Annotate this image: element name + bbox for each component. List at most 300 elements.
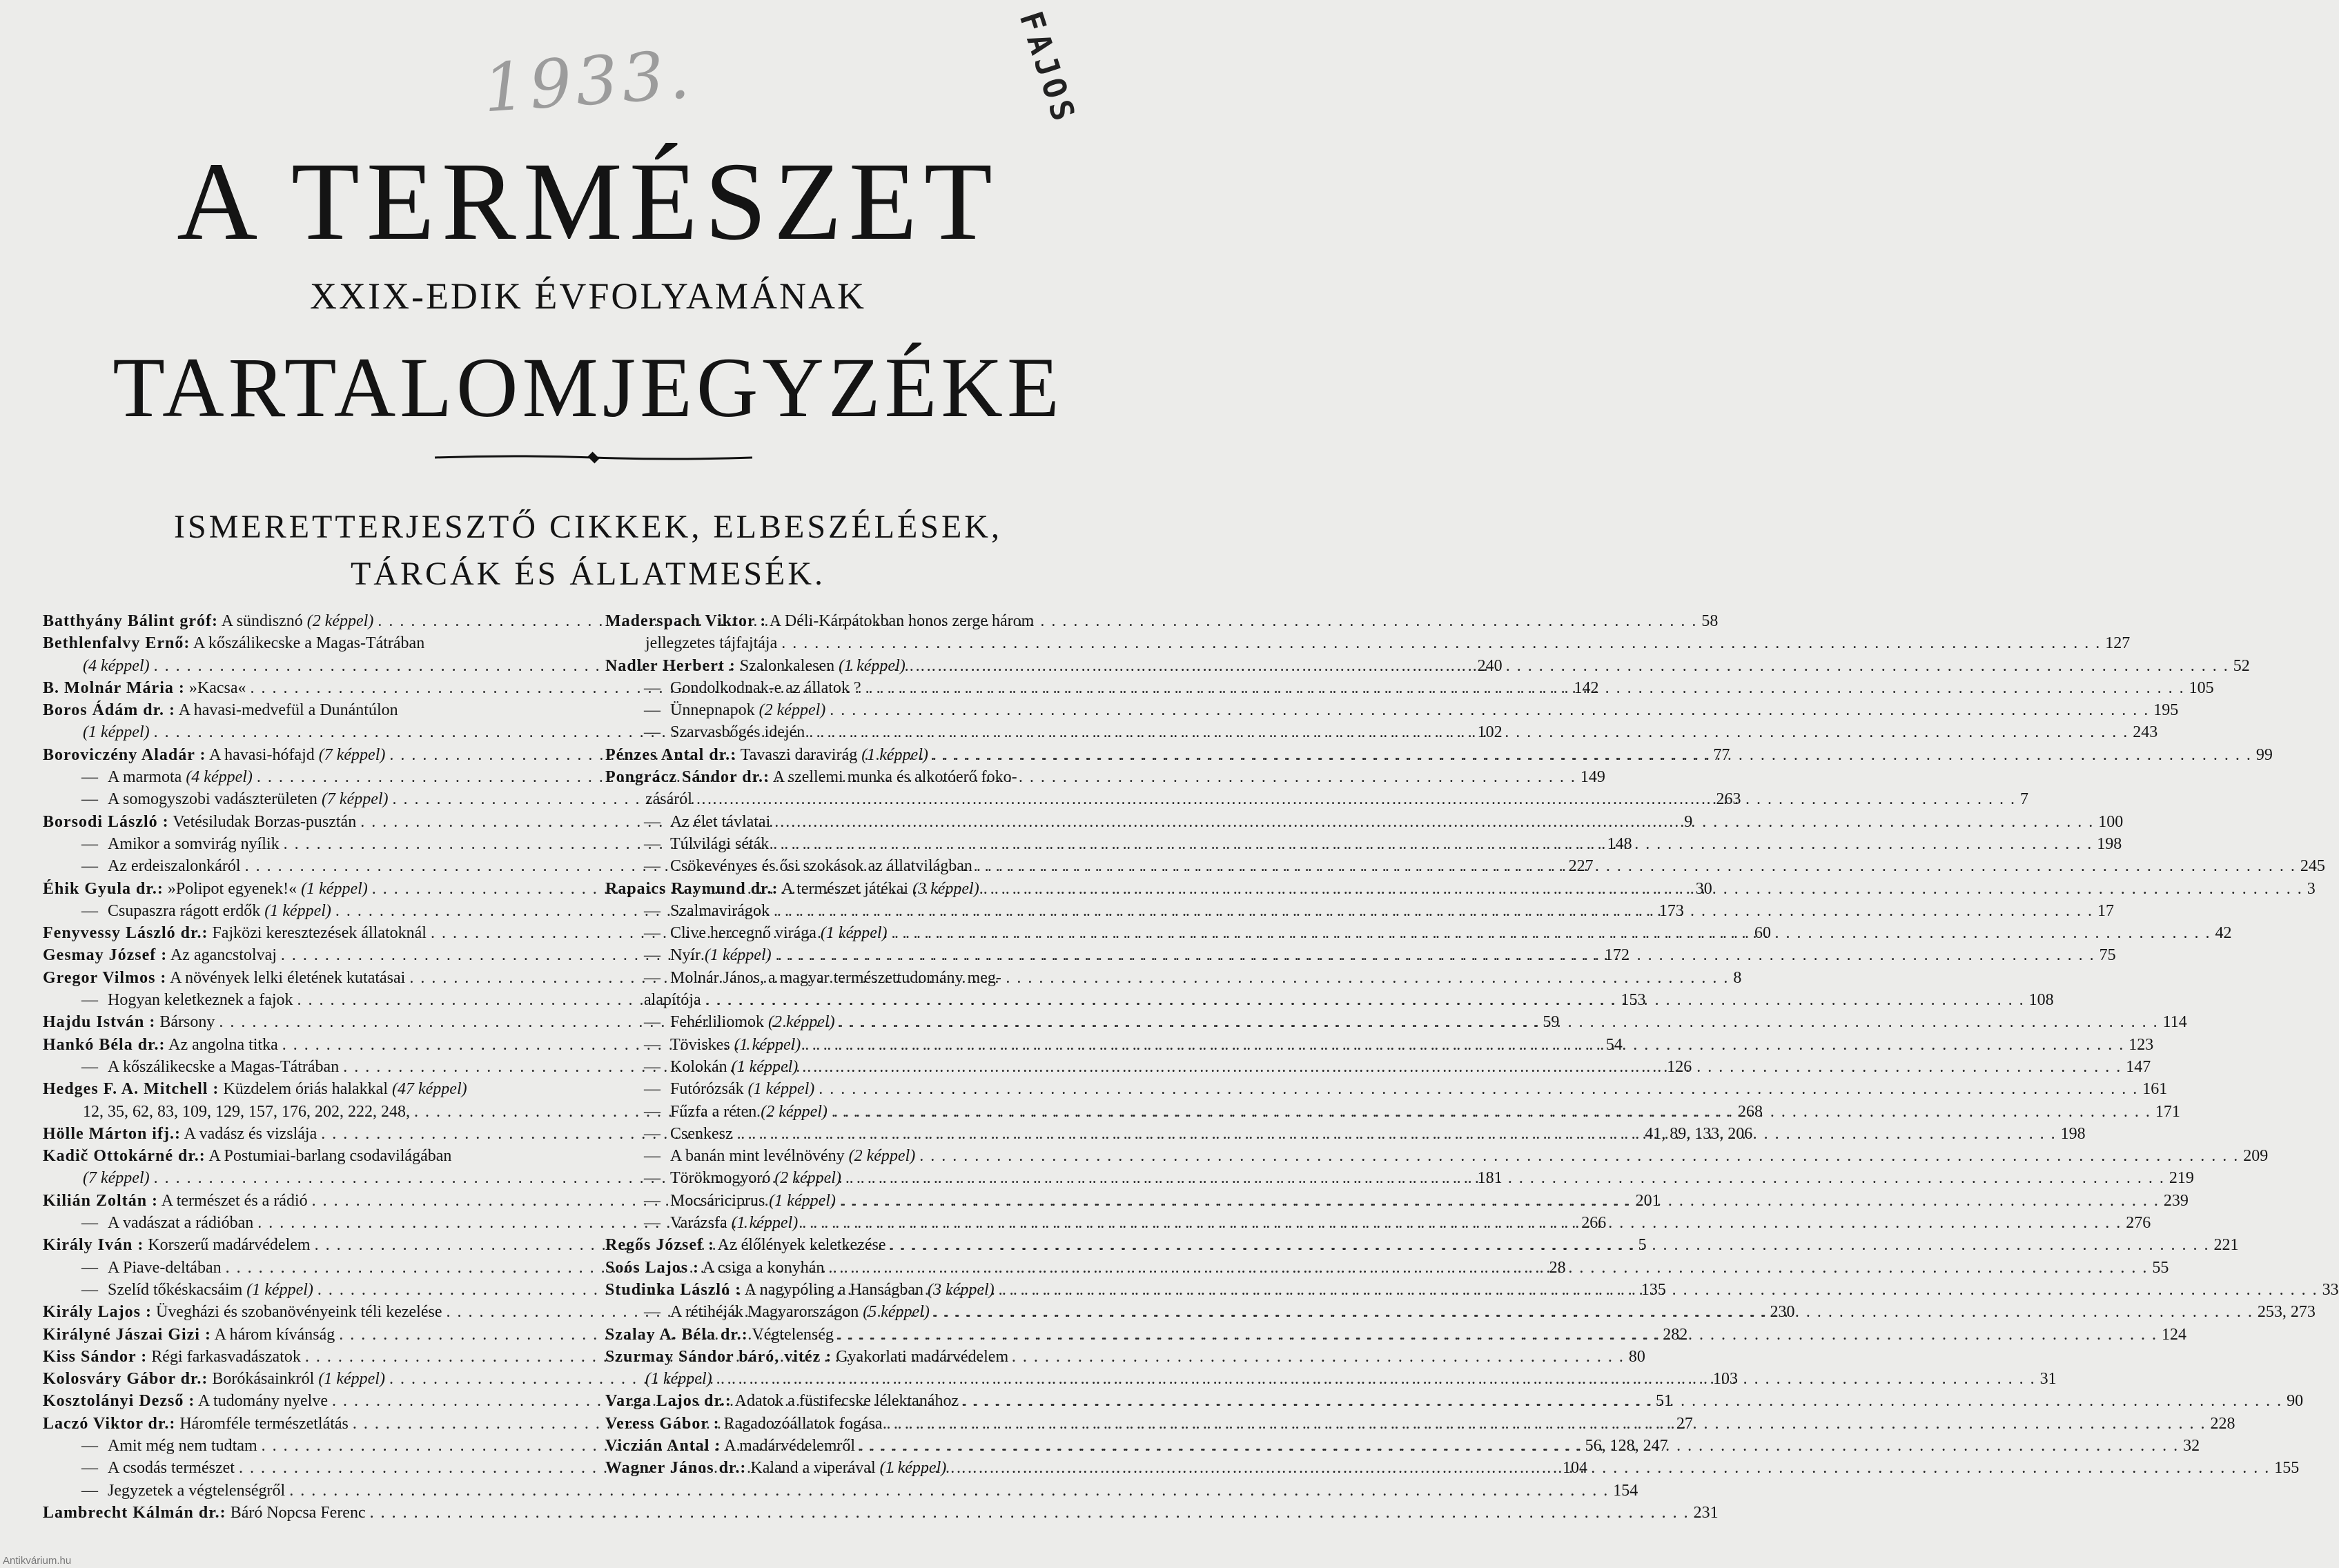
page-number: 230	[1770, 1303, 1795, 1322]
page-number: 181	[1477, 1169, 1503, 1188]
dash-mark: —	[644, 1102, 660, 1121]
dash-mark: —	[644, 834, 660, 853]
page-number: 114	[2162, 1013, 2187, 1032]
page-list: zásáról	[645, 790, 692, 809]
author-name: Kosztolányi Dezső :	[43, 1392, 195, 1411]
dash-mark: —	[644, 1124, 660, 1143]
entry-line	[43, 1480, 1638, 1502]
article-title: Ragadozóállatok fogása	[723, 1414, 883, 1433]
dot-leader	[932, 744, 2252, 766]
article-title: Szalonkalesen	[739, 656, 835, 675]
entry-line	[605, 1234, 2239, 1256]
article-title: Korszerű madárvédelem	[148, 1236, 311, 1255]
entry-line	[605, 967, 1151, 989]
article-title: Töviskes	[670, 1035, 730, 1054]
article-title: Végtelenség	[752, 1325, 834, 1344]
article-title: Szalmavirágok	[670, 901, 770, 920]
dash-mark: —	[81, 768, 98, 787]
illustration-note: (47 képpel)	[392, 1080, 467, 1099]
article-title: A természet és a rádió	[161, 1191, 308, 1210]
page-number: 198	[2097, 834, 2122, 853]
dot-leader	[839, 1011, 2159, 1033]
author-name: Borsodi László :	[43, 812, 169, 831]
entry-text	[81, 855, 241, 877]
dot-leader	[840, 1190, 2160, 1212]
entry-text	[43, 744, 385, 766]
index-entry	[605, 1234, 2239, 1256]
article-title: Adatok a füstifecske lélektanához	[734, 1392, 959, 1411]
index-entry	[605, 1145, 2269, 1167]
illustration-note: (7 képpel)	[83, 1169, 150, 1188]
author-name: Szurmay Sándor báró, vitéz :	[605, 1347, 832, 1366]
handwritten-year: 1933.	[480, 35, 696, 128]
entry-text	[43, 1011, 215, 1033]
illustration-note: (1 képpel)	[747, 1080, 815, 1099]
dash-mark: —	[644, 1303, 660, 1322]
dash-mark: —	[81, 857, 98, 876]
page-number: 28	[1549, 1258, 1566, 1277]
page-list: 12, 35, 62, 83, 109, 129, 157, 176, 202, 222, 248,	[83, 1102, 410, 1121]
page-number: 90	[2287, 1392, 2304, 1411]
entry-text	[81, 1212, 253, 1234]
author-name: Szalay A. Béla dr.:	[605, 1325, 748, 1344]
article-title: A természet játékai	[781, 879, 909, 898]
author-name: Wagner János dr.:	[605, 1459, 747, 1478]
author-name: Hajdu István :	[43, 1013, 156, 1032]
article-title: »Polipot egyenek!«	[167, 879, 297, 898]
illustration-note: (1 képpel)	[820, 924, 888, 943]
dot-leader	[963, 1390, 2282, 1412]
dash-mark: —	[81, 1258, 98, 1277]
article-title: Fajközi keresztezések állatoknál	[212, 924, 427, 943]
page-number: 75	[2099, 946, 2116, 965]
author-name: Boroviczény Aladár :	[43, 745, 206, 764]
page-number: 54	[1605, 1035, 1623, 1054]
dash-mark: —	[644, 723, 660, 742]
illustration-note: (1 képpel)	[731, 1057, 799, 1076]
dash-mark: —	[81, 1481, 98, 1500]
entry-text	[644, 922, 888, 944]
illustration-note: (1 képpel)	[839, 656, 906, 675]
author-name: Batthyány Bálint gróf:	[43, 612, 219, 630]
entry-text	[605, 1435, 855, 1457]
page-number: 42	[2215, 924, 2232, 943]
page-number: 227	[1568, 857, 1594, 876]
article-title: Clive hercegnő virága	[670, 924, 816, 943]
article-title: A havasi-hófajd	[209, 745, 315, 764]
page-number: 17	[2097, 901, 2114, 920]
entry-text	[644, 1034, 801, 1056]
entry-text	[644, 833, 769, 855]
page-number: 58	[1701, 612, 1719, 630]
dash-mark: —	[644, 1191, 660, 1210]
entry-text	[605, 1279, 995, 1301]
illustration-note: (2 képpel)	[848, 1147, 916, 1166]
article-title: Tavaszi daravirág	[740, 745, 858, 764]
author-name: Király Lajos :	[43, 1303, 152, 1322]
article-title: Kaland a viperával	[750, 1459, 876, 1478]
author-name: Varga Lajos dr.:	[605, 1392, 732, 1411]
page-number: 77	[1713, 745, 1730, 764]
index-entry	[605, 1078, 2168, 1100]
entry-text	[81, 1257, 222, 1279]
article-title: Amit még nem tudtam	[108, 1436, 257, 1455]
entry-text	[644, 855, 972, 877]
page-number: 154	[1613, 1481, 1638, 1500]
dot-leader	[773, 833, 2093, 855]
entry-text	[644, 1078, 814, 1100]
dash-mark: —	[81, 790, 98, 809]
entry-text	[81, 766, 253, 788]
author-name: Hankó Béla dr.:	[43, 1035, 166, 1054]
author-name: Gesmay József :	[43, 946, 168, 965]
entry-text	[81, 788, 389, 810]
page-number: 51	[1655, 1392, 1672, 1411]
section-heading	[0, 504, 1176, 598]
entry-text	[43, 1368, 385, 1390]
page-list: jellegzetes tájfajtája	[645, 634, 778, 653]
dot-leader	[832, 1101, 2151, 1123]
page-number: 99	[2255, 745, 2273, 764]
entry-text	[43, 1234, 311, 1256]
dash-mark: —	[81, 901, 98, 920]
illustration-note: (1 képpel)	[734, 1035, 801, 1054]
dot-leader	[934, 1301, 2253, 1323]
page-number: 105	[2189, 678, 2214, 697]
article-title: A növények lelki életének kutatásai	[170, 968, 406, 987]
entry-line-continued	[605, 632, 2131, 654]
entry-text	[43, 1301, 442, 1323]
dot-leader	[983, 878, 2303, 900]
dash-mark: —	[644, 924, 660, 943]
article-title: A csiga a konyhán	[702, 1258, 825, 1277]
author-name: Éhik Gyula dr.:	[43, 879, 164, 898]
author-name: Nadler Herbert :	[605, 656, 736, 675]
ornament-divider	[435, 453, 752, 462]
author-name: Fenyvessy László dr.:	[43, 924, 208, 943]
dash-mark: —	[644, 1169, 660, 1188]
entry-text	[644, 1167, 841, 1189]
page-number: 103	[1712, 1370, 1738, 1389]
article-title: Túlvilági séták	[670, 834, 770, 853]
entry-text	[81, 1480, 285, 1502]
page-number: 161	[2142, 1080, 2168, 1099]
article-title: Küzdelem óriás halakkal	[223, 1080, 388, 1099]
entry-line	[605, 699, 2179, 721]
dash-mark: —	[644, 1214, 660, 1233]
entry-text	[81, 1279, 313, 1301]
illustration-note: (7 képpel)	[318, 745, 386, 764]
page-number: 149	[1580, 768, 1605, 787]
dash-mark: —	[644, 1057, 660, 1076]
dot-leader	[865, 677, 2185, 699]
article-title: A vadász és vizslája	[184, 1124, 317, 1143]
article-title: »Kacsa«	[188, 678, 246, 697]
entry-text	[81, 833, 280, 855]
dash-mark: —	[81, 1280, 98, 1299]
article-title: Fehérliliomok	[670, 1013, 764, 1032]
article-title: Jegyzetek a végtelenségről	[108, 1481, 286, 1500]
article-title: A Postumiai-barlang csodavilágában	[208, 1147, 452, 1166]
dot-leader	[781, 632, 2101, 654]
article-title: Gondolkodnak-e az állatok ?	[670, 678, 861, 697]
illustration-note: (5 képpel)	[863, 1303, 930, 1322]
page-number: 41, 89, 133, 206	[1645, 1124, 1753, 1143]
dash-mark: —	[644, 901, 660, 920]
dot-leader	[919, 1145, 2239, 1167]
dot-leader	[809, 721, 2128, 743]
article-title: Üvegházi és szobanövényeink téli kezelése	[156, 1303, 442, 1322]
dot-leader	[999, 1279, 2318, 1301]
entry-line	[605, 1145, 2269, 1167]
illustration-note: (3 képpel)	[928, 1280, 995, 1299]
entry-text	[43, 878, 368, 900]
page-number: 100	[2098, 812, 2124, 831]
entry-text	[644, 1190, 836, 1212]
entry-text	[43, 1190, 308, 1212]
article-title: A kőszálikecske a Magas-Tátrában	[193, 634, 425, 653]
page-number: 108	[2028, 991, 2054, 1010]
dash-mark: —	[81, 991, 98, 1010]
illustration-note: (2 képpel)	[761, 1102, 828, 1121]
article-title: Fűzfa a réten	[670, 1102, 757, 1121]
article-title: A szellemi munka és alkotóerő foko-	[772, 768, 1017, 787]
entry-text	[644, 944, 772, 966]
article-title: A vadászat a rádióban	[108, 1214, 254, 1233]
page-number: 221	[2213, 1236, 2239, 1255]
author-name: Királyné Jászai Gizi :	[43, 1325, 211, 1344]
entry-text	[644, 811, 770, 833]
article-title: A csodás természet	[108, 1459, 235, 1478]
illustration-note: (4 képpel)	[83, 656, 150, 675]
illustration-note: (1 képpel)	[246, 1280, 313, 1299]
dot-leader	[774, 900, 2093, 922]
article-title: Szarvasbőgés idején	[670, 723, 805, 742]
dash-mark: —	[644, 1035, 660, 1054]
page-number: 5	[1638, 1236, 1647, 1255]
entry-text	[605, 1390, 959, 1412]
article-title: Törökmogyoró	[670, 1169, 771, 1188]
entry-text	[644, 967, 1001, 989]
entry-text	[644, 1212, 798, 1234]
article-title: Szelíd tőkéskacsáim	[108, 1280, 243, 1299]
article-title: Az élőlények keletkezése	[717, 1236, 886, 1255]
entry-text	[644, 1301, 930, 1323]
page-number: 228	[2210, 1414, 2235, 1433]
page-number: 30	[1695, 879, 1712, 898]
entry-text	[644, 1056, 798, 1078]
page-number: 253, 273	[2257, 1303, 2316, 1322]
entry-line	[43, 1078, 581, 1100]
dash-mark: —	[644, 1080, 660, 1099]
article-title: Borókásainkról	[212, 1370, 315, 1389]
entry-line	[43, 699, 581, 721]
article-title: A somogyszobi vadászterületen	[108, 790, 317, 809]
volume-subtitle: XXIX-EDIK ÉVFOLYAMÁNAK	[309, 275, 867, 317]
entry-line	[605, 610, 1151, 632]
illustration-note: (1 képpel)	[264, 901, 331, 920]
illustration-note: (1 képpel)	[705, 946, 772, 965]
illustration-note: (1 képpel)	[879, 1459, 947, 1478]
article-title: A Piave-deltában	[108, 1258, 222, 1277]
article-title: Futórózsák	[670, 1080, 744, 1099]
page-number: 56, 128, 247	[1585, 1436, 1668, 1455]
dash-mark: —	[644, 946, 660, 965]
entry-text	[644, 1145, 915, 1167]
dot-leader	[737, 1123, 2057, 1145]
article-title: A tudomány nyelve	[198, 1392, 328, 1411]
dot-leader	[890, 1234, 2210, 1256]
page-list: alapítója	[644, 991, 701, 1010]
author-name: Lambrecht Kálmán dr.:	[43, 1503, 226, 1522]
page-number: 59	[1543, 1013, 1560, 1032]
entry-text	[605, 1257, 824, 1279]
entry-text	[43, 699, 398, 721]
article-title: Az erdeiszalonkáról	[108, 857, 241, 876]
page-number: 124	[2162, 1325, 2186, 1344]
dash-mark: —	[81, 1459, 98, 1478]
article-title: A marmota	[108, 768, 182, 787]
article-title: Mocsáriciprus	[670, 1191, 765, 1210]
entry-text	[83, 1167, 150, 1189]
page-number: 52	[2233, 656, 2250, 675]
page-number: 243	[2133, 723, 2158, 742]
entry-text	[43, 677, 246, 699]
entry-text	[43, 922, 427, 944]
page-number: 104	[1562, 1459, 1587, 1478]
page-number: 239	[2163, 1191, 2189, 1210]
entry-text	[644, 900, 770, 922]
entry-text	[644, 989, 701, 1011]
entry-line	[605, 811, 2124, 833]
article-title: A rétihéják Magyarországon	[670, 1303, 859, 1322]
page-number: 3	[2307, 879, 2316, 898]
dot-leader	[828, 1257, 2148, 1279]
stamp: FAJOS	[1012, 7, 1084, 129]
author-name: Laczó Viktor dr.:	[43, 1414, 176, 1433]
article-title: A madárvédelemről	[724, 1436, 856, 1455]
author-name: Gregor Vilmos :	[43, 968, 167, 987]
page-number: 8	[1733, 968, 1742, 987]
page-number: 102	[1477, 723, 1503, 742]
page-number: 276	[2126, 1214, 2151, 1233]
entry-text	[43, 632, 424, 654]
article-title: Ünnepnapok	[670, 701, 755, 720]
article-title: A banán mint levélnövény	[670, 1147, 845, 1166]
author-name: Soós Lajos :	[605, 1258, 700, 1277]
entry-text	[43, 1324, 335, 1346]
entry-text	[81, 989, 293, 1011]
dot-leader	[705, 989, 2025, 1011]
article-title: Báró Nopcsa Ferenc	[230, 1503, 366, 1522]
entry-text	[83, 721, 150, 743]
entry-text	[43, 967, 405, 989]
page-number: 31	[2039, 1370, 2057, 1389]
page-number: 33	[2322, 1280, 2339, 1299]
page-number: 245	[2300, 857, 2325, 876]
entry-text	[83, 655, 150, 677]
entry-text	[43, 610, 373, 632]
illustration-note: (2 képpel)	[759, 701, 826, 720]
author-name: Studinka László :	[605, 1280, 742, 1299]
dot-leader	[892, 922, 2211, 944]
entry-text	[43, 1123, 317, 1145]
illustration-note: (1 képpel)	[861, 745, 928, 764]
entry-text	[43, 1078, 467, 1100]
entry-text	[605, 655, 906, 677]
entry-text	[605, 610, 1034, 632]
page-number: 148	[1607, 834, 1632, 853]
dot-leader	[819, 1078, 2138, 1100]
author-name: Király Iván :	[43, 1236, 144, 1255]
article-title: Nyír	[670, 946, 701, 965]
page-number: 266	[1581, 1214, 1607, 1233]
entry-text	[43, 944, 277, 966]
author-name: Hedges F. A. Mitchell :	[43, 1080, 219, 1099]
entry-text	[605, 744, 928, 766]
entry-text	[644, 677, 861, 699]
page-number: 219	[2169, 1169, 2194, 1188]
entry-line	[605, 1078, 2168, 1100]
dot-leader	[716, 1368, 2036, 1390]
page-number: 240	[1477, 656, 1503, 675]
dot-leader	[886, 1413, 2206, 1435]
dash-mark: —	[81, 1436, 98, 1455]
dash-mark: —	[644, 812, 660, 831]
author-name: Pongrácz Sándor dr.:	[605, 768, 770, 787]
dash-mark: —	[644, 857, 660, 876]
entry-text	[43, 1346, 301, 1368]
page-number: 153	[1621, 991, 1646, 1010]
entry-text	[644, 1011, 835, 1033]
illustration-note: (4 képpel)	[186, 768, 253, 787]
article-title: A három kívánság	[214, 1325, 335, 1344]
entry-text	[43, 1145, 451, 1167]
author-name: Rapaics Raymund dr.:	[605, 879, 779, 898]
page-number: 9	[1684, 812, 1693, 831]
article-title: Gyakorlati madárvédelem	[836, 1347, 1009, 1366]
author-name: Kiss Sándor :	[43, 1347, 148, 1366]
entry-line	[43, 1368, 1738, 1390]
dash-mark: —	[644, 968, 660, 987]
index-entry	[605, 811, 2124, 833]
entry-text	[644, 1101, 828, 1123]
page-number: 60	[1754, 924, 1771, 943]
entry-text	[81, 1457, 235, 1479]
entry-text	[43, 811, 356, 833]
entry-text	[644, 721, 805, 743]
illustration-note: (1 képpel)	[301, 879, 368, 898]
entry-text	[43, 1034, 278, 1056]
article-title: Az agancstolvaj	[170, 946, 277, 965]
index-entry	[43, 1368, 1738, 1390]
author-name: Pénzes Antal dr.:	[605, 745, 737, 764]
article-title: Bársony	[159, 1013, 215, 1032]
entry-text	[605, 878, 979, 900]
entry-text	[644, 699, 825, 721]
dot-leader	[696, 788, 2016, 810]
dot-leader	[845, 1167, 2165, 1189]
author-name: Kolosváry Gábor dr.:	[43, 1370, 208, 1389]
author-name: Veress Gábor :	[605, 1414, 720, 1433]
section-heading-line-1: ISMERETTERJESZTŐ CIKKEK, ELBESZÉLÉSEK,	[174, 509, 1002, 545]
entry-text	[605, 1457, 946, 1479]
article-title: A nagypóling a Hanságban	[744, 1280, 924, 1299]
page-number: 173	[1658, 901, 1684, 920]
dot-leader	[802, 1212, 2122, 1234]
entry-text	[605, 1324, 834, 1346]
page-number: 282	[1663, 1325, 1688, 1344]
